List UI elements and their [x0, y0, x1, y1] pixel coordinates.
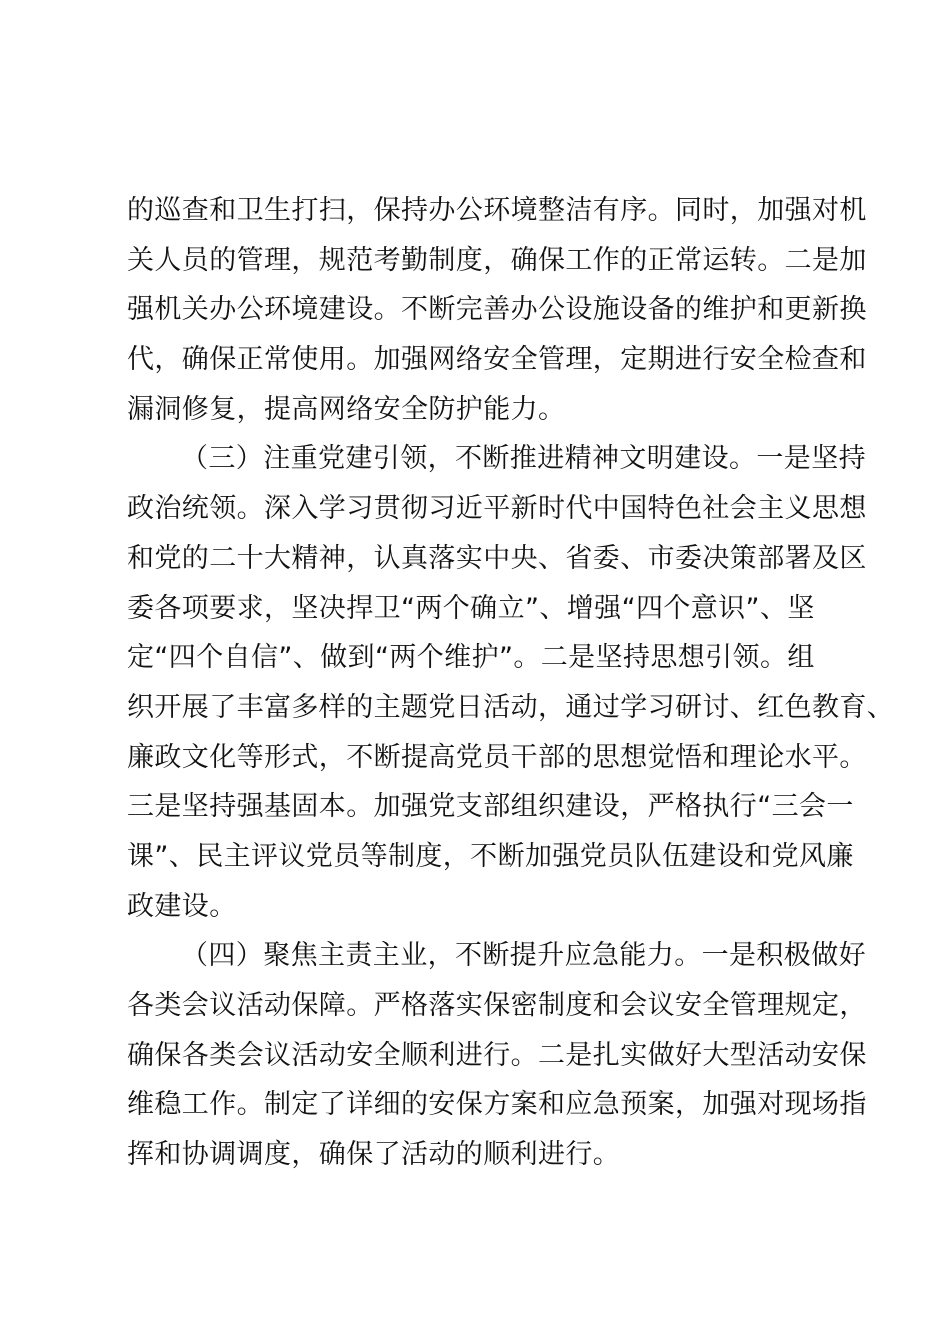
section-heading-line: （三）注重党建引领，不断推进精神文明建设。一是坚持	[181, 443, 866, 475]
text-line: 三是坚持强基固本。加强党支部组织建设，严格执行“三会一	[127, 791, 854, 823]
text-line: 挥和协调调度，确保了活动的顺利进行。	[127, 1139, 621, 1171]
text-line: 政治统领。深入学习贯彻习近平新时代中国特色社会主义思想	[127, 493, 867, 525]
text-line: 关人员的管理，规范考勤制度，确保工作的正常运转。二是加	[127, 244, 867, 276]
text-line: 织开展了丰富多样的主题党日活动，通过学习研讨、红色教育、	[127, 691, 895, 723]
section-heading-line: （四）聚焦主责主业，不断提升应急能力。一是积极做好	[181, 940, 866, 972]
text-line: 廉政文化等形式，不断提高党员干部的思想觉悟和理论水平。	[127, 741, 867, 773]
text-line: 政建设。	[127, 890, 237, 922]
text-line: 各类会议活动保障。严格落实保密制度和会议安全管理规定，	[127, 990, 867, 1021]
document-body	[127, 186, 895, 1180]
text-line: 强机关办公环境建设。不断完善办公设施设备的维护和更新换	[127, 294, 867, 326]
text-line: 代，确保正常使用。加强网络安全管理，定期进行安全检查和	[127, 344, 867, 376]
text-line: 定“四个自信”、做到“两个维护”。二是坚持思想引领。组	[127, 642, 815, 674]
text-line: 漏洞修复，提高网络安全防护能力。	[127, 393, 566, 425]
text-line: 的巡查和卫生打扫，保持办公环境整洁有序。同时，加强对机	[127, 195, 867, 226]
text-line: 和党的二十大精神，认真落实中央、省委、市委决策部署及区	[127, 542, 867, 574]
text-line: 确保各类会议活动安全顺利进行。二是扎实做好大型活动安保	[127, 1039, 867, 1071]
text-line: 课”、民主评议党员等制度，不断加强党员队伍建设和党风廉	[127, 840, 854, 872]
text-line: 委各项要求，坚决捍卫“两个确立”、增强“四个意识”、坚	[127, 592, 815, 624]
text-line: 维稳工作。制定了详细的安保方案和应急预案，加强对现场指	[127, 1089, 867, 1121]
